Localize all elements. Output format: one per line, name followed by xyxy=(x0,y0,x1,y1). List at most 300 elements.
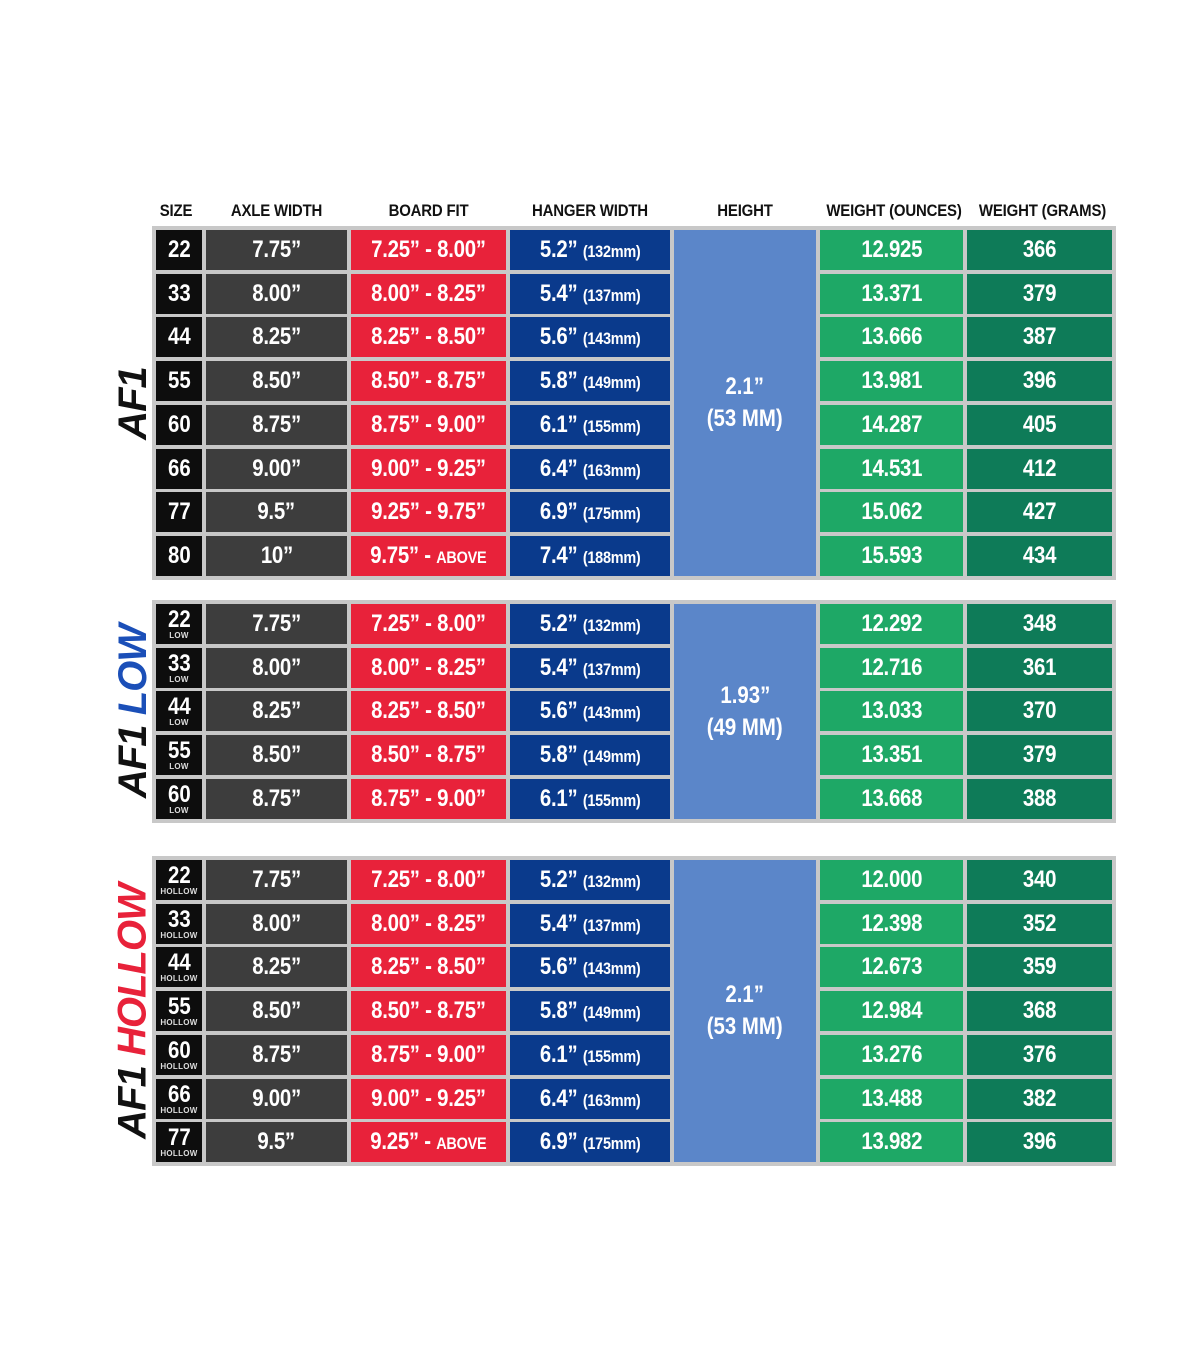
weight-grams-value: 382 xyxy=(1022,1085,1057,1112)
size-number: 60 xyxy=(167,1036,191,1064)
board-fit-cell xyxy=(351,492,506,532)
size-cell xyxy=(156,1079,202,1119)
table-row xyxy=(152,449,1116,489)
hanger-mm: (143mm) xyxy=(582,703,641,722)
weight-ounces-cell xyxy=(820,991,963,1031)
hanger-inches: 5.6” xyxy=(539,953,578,980)
hanger-inches: 5.4” xyxy=(539,654,578,681)
table-row xyxy=(152,230,1116,270)
board-fit-cell xyxy=(351,1079,506,1119)
weight-grams-value: 359 xyxy=(1022,953,1057,980)
size-variant: LOW xyxy=(169,674,189,684)
weight-ounces-value: 13.668 xyxy=(861,785,922,812)
height-inches: 2.1” xyxy=(725,981,765,1008)
hanger-width-value xyxy=(540,542,641,570)
hanger-mm: (188mm) xyxy=(582,548,641,567)
board-fit-range: 9.25” - 9.75” xyxy=(371,498,486,525)
hanger-inches: 6.1” xyxy=(539,411,578,438)
label-model: AF1 xyxy=(110,1065,155,1139)
weight-grams-value: 379 xyxy=(1022,741,1057,768)
hanger-inches: 5.6” xyxy=(539,323,578,350)
hanger-inches: 6.4” xyxy=(539,455,578,482)
weight-grams-value: 396 xyxy=(1022,367,1057,394)
hanger-mm: (149mm) xyxy=(582,747,641,766)
weight-ounces-value: 14.287 xyxy=(861,411,922,438)
hanger-width-cell xyxy=(510,230,670,270)
axle-width-cell xyxy=(206,604,347,644)
size-number: 44 xyxy=(167,692,191,720)
board-fit-value xyxy=(371,654,486,682)
weight-grams-value: 405 xyxy=(1022,411,1057,438)
axle-width-value: 10” xyxy=(260,542,293,569)
board-fit-value xyxy=(371,785,486,813)
weight-grams-value: 370 xyxy=(1022,697,1057,724)
board-fit-cell xyxy=(351,691,506,731)
size-cell xyxy=(156,317,202,357)
size-cell xyxy=(156,492,202,532)
board-fit-range: 8.75” - 9.00” xyxy=(371,785,486,812)
weight-ounces-value: 15.593 xyxy=(861,542,922,569)
board-fit-cell xyxy=(351,1035,506,1075)
hanger-width-cell xyxy=(510,991,670,1031)
label-variant: HOLLOW xyxy=(110,883,155,1056)
hanger-width-cell xyxy=(510,449,670,489)
height-inches: 2.1” xyxy=(725,373,765,400)
board-fit-value xyxy=(371,411,486,439)
board-fit-cell xyxy=(351,904,506,944)
weight-ounces-cell xyxy=(820,230,963,270)
board-fit-value xyxy=(371,741,486,769)
weight-ounces-value: 12.398 xyxy=(861,910,922,937)
axle-width-cell xyxy=(206,1122,347,1162)
weight-grams-cell xyxy=(967,779,1112,819)
size-number: 44 xyxy=(167,948,191,976)
hanger-width-cell xyxy=(510,860,670,900)
weight-grams-cell xyxy=(967,317,1112,357)
axle-width-cell xyxy=(206,361,347,401)
size-cell xyxy=(156,274,202,314)
weight-grams-cell xyxy=(967,860,1112,900)
header-axle-width: AXLE WIDTH xyxy=(230,201,323,220)
weight-ounces-value: 13.488 xyxy=(861,1085,922,1112)
hanger-width-value xyxy=(540,367,641,395)
board-fit-above: ABOVE xyxy=(436,548,487,567)
weight-ounces-value: 13.981 xyxy=(861,367,922,394)
weight-ounces-cell xyxy=(820,860,963,900)
size-number: 44 xyxy=(167,323,191,350)
size-cell xyxy=(156,449,202,489)
weight-grams-cell xyxy=(967,274,1112,314)
hanger-width-cell xyxy=(510,604,670,644)
table-row xyxy=(152,361,1116,401)
axle-width-cell xyxy=(206,947,347,987)
axle-width-value: 7.75” xyxy=(252,610,301,637)
board-fit-cell xyxy=(351,449,506,489)
board-fit-cell xyxy=(351,361,506,401)
header-weight-grams: WEIGHT (GRAMS) xyxy=(978,201,1107,220)
hanger-inches: 7.4” xyxy=(539,542,578,569)
board-fit-cell xyxy=(351,230,506,270)
weight-ounces-cell xyxy=(820,361,963,401)
hanger-width-cell xyxy=(510,1035,670,1075)
board-fit-value xyxy=(370,542,486,570)
board-fit-range: 8.25” - 8.50” xyxy=(371,953,486,980)
hanger-mm: (143mm) xyxy=(582,329,641,348)
axle-width-value: 7.75” xyxy=(252,866,301,893)
group-label xyxy=(111,625,156,798)
board-fit-cell xyxy=(351,536,506,576)
weight-ounces-cell xyxy=(820,779,963,819)
board-fit-value xyxy=(371,323,486,351)
axle-width-cell xyxy=(206,779,347,819)
size-number: 77 xyxy=(167,498,191,525)
table-row xyxy=(152,860,1116,900)
table-group-low xyxy=(152,600,1116,823)
axle-width-value: 8.75” xyxy=(252,1041,301,1068)
size-number: 33 xyxy=(167,280,191,307)
weight-grams-cell xyxy=(967,947,1112,987)
board-fit-range: 8.75” - 9.00” xyxy=(371,1041,486,1068)
size-variant: HOLLOW xyxy=(160,973,198,983)
hanger-width-cell xyxy=(510,735,670,775)
weight-ounces-cell xyxy=(820,648,963,688)
axle-width-cell xyxy=(206,317,347,357)
axle-width-cell xyxy=(206,735,347,775)
hanger-width-value xyxy=(540,997,641,1025)
weight-grams-cell xyxy=(967,1122,1112,1162)
table-group-hollow xyxy=(152,856,1116,1166)
height-mm: (53 MM) xyxy=(707,1013,783,1040)
weight-grams-cell xyxy=(967,604,1112,644)
weight-grams-cell xyxy=(967,648,1112,688)
size-variant: HOLLOW xyxy=(160,1061,198,1071)
board-fit-cell xyxy=(351,1122,506,1162)
hanger-width-value xyxy=(540,953,641,981)
size-cell xyxy=(156,536,202,576)
size-number: 22 xyxy=(167,605,191,633)
size-variant: HOLLOW xyxy=(160,1148,198,1158)
table-row xyxy=(152,991,1116,1031)
hanger-inches: 6.9” xyxy=(539,1128,578,1155)
hanger-inches: 5.8” xyxy=(539,367,578,394)
axle-width-value: 8.25” xyxy=(252,323,301,350)
weight-grams-value: 388 xyxy=(1022,785,1057,812)
weight-grams-value: 387 xyxy=(1022,323,1057,350)
hanger-width-cell xyxy=(510,1122,670,1162)
hanger-width-value xyxy=(540,455,641,483)
weight-ounces-value: 13.666 xyxy=(861,323,922,350)
size-cell xyxy=(156,604,202,644)
size-cell xyxy=(156,735,202,775)
weight-ounces-value: 12.716 xyxy=(861,654,922,681)
axle-width-value: 8.75” xyxy=(252,411,301,438)
table-row xyxy=(152,947,1116,987)
hanger-width-value xyxy=(540,236,641,264)
board-fit-cell xyxy=(351,860,506,900)
hanger-width-value xyxy=(540,866,641,894)
board-fit-value xyxy=(371,697,486,725)
board-fit-range: 9.75” - xyxy=(370,542,437,569)
board-fit-range: 8.25” - 8.50” xyxy=(371,323,486,350)
board-fit-cell xyxy=(351,604,506,644)
size-variant: LOW xyxy=(169,717,189,727)
board-fit-range: 7.25” - 8.00” xyxy=(371,866,486,893)
hanger-inches: 6.1” xyxy=(539,785,578,812)
board-fit-cell xyxy=(351,991,506,1031)
size-variant: HOLLOW xyxy=(160,1105,198,1115)
weight-ounces-cell xyxy=(820,691,963,731)
axle-width-value: 9.5” xyxy=(257,1128,296,1155)
axle-width-value: 9.00” xyxy=(252,455,301,482)
weight-grams-cell xyxy=(967,991,1112,1031)
weight-ounces-cell xyxy=(820,492,963,532)
size-number: 55 xyxy=(167,736,191,764)
hanger-width-cell xyxy=(510,536,670,576)
board-fit-range: 7.25” - 8.00” xyxy=(371,610,486,637)
hanger-mm: (143mm) xyxy=(582,959,641,978)
board-fit-cell xyxy=(351,735,506,775)
weight-ounces-cell xyxy=(820,904,963,944)
table-row xyxy=(152,492,1116,532)
board-fit-value xyxy=(371,866,486,894)
board-fit-value xyxy=(371,455,486,483)
hanger-inches: 6.1” xyxy=(539,1041,578,1068)
weight-ounces-value: 12.673 xyxy=(861,953,922,980)
weight-ounces-cell xyxy=(820,274,963,314)
axle-width-value: 8.50” xyxy=(252,367,301,394)
table-row xyxy=(152,536,1116,576)
weight-grams-value: 427 xyxy=(1022,498,1057,525)
weight-ounces-value: 12.000 xyxy=(861,866,922,893)
hanger-width-value xyxy=(540,1085,641,1113)
board-fit-above: ABOVE xyxy=(436,1134,487,1153)
size-number: 66 xyxy=(167,1080,191,1108)
weight-ounces-value: 13.033 xyxy=(861,697,922,724)
hanger-inches: 5.2” xyxy=(539,610,578,637)
hanger-width-value xyxy=(540,785,641,813)
weight-grams-value: 352 xyxy=(1022,910,1057,937)
size-number: 66 xyxy=(167,455,191,482)
size-number: 60 xyxy=(167,411,191,438)
weight-grams-value: 376 xyxy=(1022,1041,1057,1068)
weight-grams-cell xyxy=(967,361,1112,401)
header-hanger-width: HANGER WIDTH xyxy=(532,201,648,220)
hanger-mm: (149mm) xyxy=(582,373,641,392)
axle-width-value: 8.50” xyxy=(252,741,301,768)
board-fit-cell xyxy=(351,317,506,357)
weight-ounces-cell xyxy=(820,1122,963,1162)
table-row xyxy=(152,648,1116,688)
hanger-width-cell xyxy=(510,904,670,944)
axle-width-cell xyxy=(206,860,347,900)
weight-ounces-cell xyxy=(820,317,963,357)
table-row xyxy=(152,1079,1116,1119)
size-cell xyxy=(156,691,202,731)
size-variant: HOLLOW xyxy=(160,1017,198,1027)
hanger-mm: (137mm) xyxy=(582,286,641,305)
size-number: 80 xyxy=(167,542,191,569)
size-cell xyxy=(156,1035,202,1075)
weight-ounces-cell xyxy=(820,536,963,576)
weight-grams-cell xyxy=(967,449,1112,489)
board-fit-value xyxy=(371,1085,486,1113)
size-cell xyxy=(156,779,202,819)
weight-grams-value: 396 xyxy=(1022,1128,1057,1155)
table-row xyxy=(152,604,1116,644)
size-number: 60 xyxy=(167,780,191,808)
board-fit-cell xyxy=(351,779,506,819)
axle-width-cell xyxy=(206,274,347,314)
weight-grams-cell xyxy=(967,1035,1112,1075)
weight-ounces-value: 13.982 xyxy=(861,1128,922,1155)
size-number: 33 xyxy=(167,905,191,933)
size-cell xyxy=(156,1122,202,1162)
weight-grams-value: 348 xyxy=(1022,610,1057,637)
weight-ounces-value: 13.276 xyxy=(861,1041,922,1068)
axle-width-cell xyxy=(206,691,347,731)
table-row xyxy=(152,317,1116,357)
hanger-width-cell xyxy=(510,1079,670,1119)
axle-width-value: 8.00” xyxy=(252,654,301,681)
table-row xyxy=(152,1122,1116,1162)
hanger-mm: (163mm) xyxy=(582,461,641,480)
hanger-inches: 6.9” xyxy=(539,498,578,525)
axle-width-cell xyxy=(206,1035,347,1075)
hanger-width-value xyxy=(540,697,641,725)
weight-grams-cell xyxy=(967,230,1112,270)
weight-ounces-cell xyxy=(820,947,963,987)
axle-width-cell xyxy=(206,449,347,489)
group-label xyxy=(110,367,155,440)
size-cell xyxy=(156,991,202,1031)
axle-width-cell xyxy=(206,536,347,576)
hanger-width-cell xyxy=(510,405,670,445)
size-number: 22 xyxy=(167,236,191,263)
board-fit-cell xyxy=(351,405,506,445)
axle-width-value: 8.75” xyxy=(252,785,301,812)
hanger-inches: 6.4” xyxy=(539,1085,578,1112)
board-fit-value xyxy=(370,1128,486,1156)
table-row xyxy=(152,1035,1116,1075)
hanger-mm: (137mm) xyxy=(582,660,641,679)
size-variant: LOW xyxy=(169,805,189,815)
size-cell xyxy=(156,230,202,270)
hanger-width-cell xyxy=(510,648,670,688)
axle-width-cell xyxy=(206,405,347,445)
size-number: 33 xyxy=(167,649,191,677)
size-number: 22 xyxy=(167,861,191,889)
weight-ounces-cell xyxy=(820,604,963,644)
hanger-inches: 5.4” xyxy=(539,280,578,307)
axle-width-value: 8.50” xyxy=(252,997,301,1024)
label-model: AF1 xyxy=(110,366,155,440)
axle-width-cell xyxy=(206,904,347,944)
weight-ounces-cell xyxy=(820,1079,963,1119)
size-variant: LOW xyxy=(169,630,189,640)
height-cell xyxy=(674,860,816,1162)
hanger-mm: (175mm) xyxy=(582,1134,641,1153)
size-variant: LOW xyxy=(169,761,189,771)
size-variant: HOLLOW xyxy=(160,886,198,896)
table-row xyxy=(152,904,1116,944)
hanger-inches: 5.2” xyxy=(539,236,578,263)
board-fit-range: 7.25” - 8.00” xyxy=(371,236,486,263)
board-fit-range: 8.00” - 8.25” xyxy=(371,280,486,307)
board-fit-range: 8.25” - 8.50” xyxy=(371,697,486,724)
header-weight-ounces: WEIGHT (OUNCES) xyxy=(826,201,962,220)
axle-width-cell xyxy=(206,991,347,1031)
board-fit-value xyxy=(371,498,486,526)
board-fit-range: 9.00” - 9.25” xyxy=(371,455,486,482)
weight-grams-value: 379 xyxy=(1022,280,1057,307)
weight-ounces-value: 12.925 xyxy=(861,236,922,263)
hanger-width-cell xyxy=(510,361,670,401)
board-fit-value xyxy=(371,367,486,395)
group-label xyxy=(111,884,156,1138)
size-number: 77 xyxy=(167,1123,191,1151)
board-fit-value xyxy=(371,236,486,264)
weight-ounces-value: 13.351 xyxy=(861,741,922,768)
hanger-width-cell xyxy=(510,492,670,532)
hanger-mm: (132mm) xyxy=(582,616,641,635)
header-size: SIZE xyxy=(159,201,193,220)
header-height: HEIGHT xyxy=(717,201,773,220)
size-cell xyxy=(156,361,202,401)
board-fit-value xyxy=(371,1041,486,1069)
size-number: 55 xyxy=(167,367,191,394)
board-fit-range: 8.50” - 8.75” xyxy=(371,997,486,1024)
axle-width-value: 8.00” xyxy=(252,910,301,937)
board-fit-range: 8.50” - 8.75” xyxy=(371,741,486,768)
hanger-inches: 5.4” xyxy=(539,910,578,937)
hanger-inches: 5.8” xyxy=(539,997,578,1024)
hanger-width-cell xyxy=(510,779,670,819)
table-row xyxy=(152,691,1116,731)
hanger-width-value xyxy=(540,741,641,769)
weight-ounces-cell xyxy=(820,735,963,775)
hanger-mm: (155mm) xyxy=(582,417,641,436)
height-mm: (49 MM) xyxy=(707,713,783,741)
hanger-width-cell xyxy=(510,274,670,314)
hanger-width-cell xyxy=(510,317,670,357)
hanger-mm: (155mm) xyxy=(582,1047,641,1066)
size-number: 55 xyxy=(167,992,191,1020)
hanger-mm: (155mm) xyxy=(582,791,641,810)
weight-grams-cell xyxy=(967,691,1112,731)
weight-ounces-cell xyxy=(820,449,963,489)
hanger-inches: 5.6” xyxy=(539,697,578,724)
hanger-width-value xyxy=(540,498,641,526)
weight-ounces-value: 13.371 xyxy=(861,280,922,307)
hanger-width-value xyxy=(540,323,641,351)
height-inches: 1.93” xyxy=(720,681,770,709)
hanger-mm: (137mm) xyxy=(582,916,641,935)
hanger-width-cell xyxy=(510,691,670,731)
axle-width-cell xyxy=(206,1079,347,1119)
weight-grams-cell xyxy=(967,904,1112,944)
board-fit-value xyxy=(371,610,486,638)
board-fit-cell xyxy=(351,274,506,314)
hanger-width-value xyxy=(540,910,641,938)
hanger-mm: (163mm) xyxy=(582,1091,641,1110)
weight-grams-value: 412 xyxy=(1022,455,1057,482)
hanger-width-value xyxy=(540,411,641,439)
weight-ounces-value: 12.984 xyxy=(861,997,922,1024)
hanger-width-value xyxy=(540,1041,641,1069)
height-cell xyxy=(674,230,816,576)
table-row xyxy=(152,779,1116,819)
board-fit-value xyxy=(371,953,486,981)
